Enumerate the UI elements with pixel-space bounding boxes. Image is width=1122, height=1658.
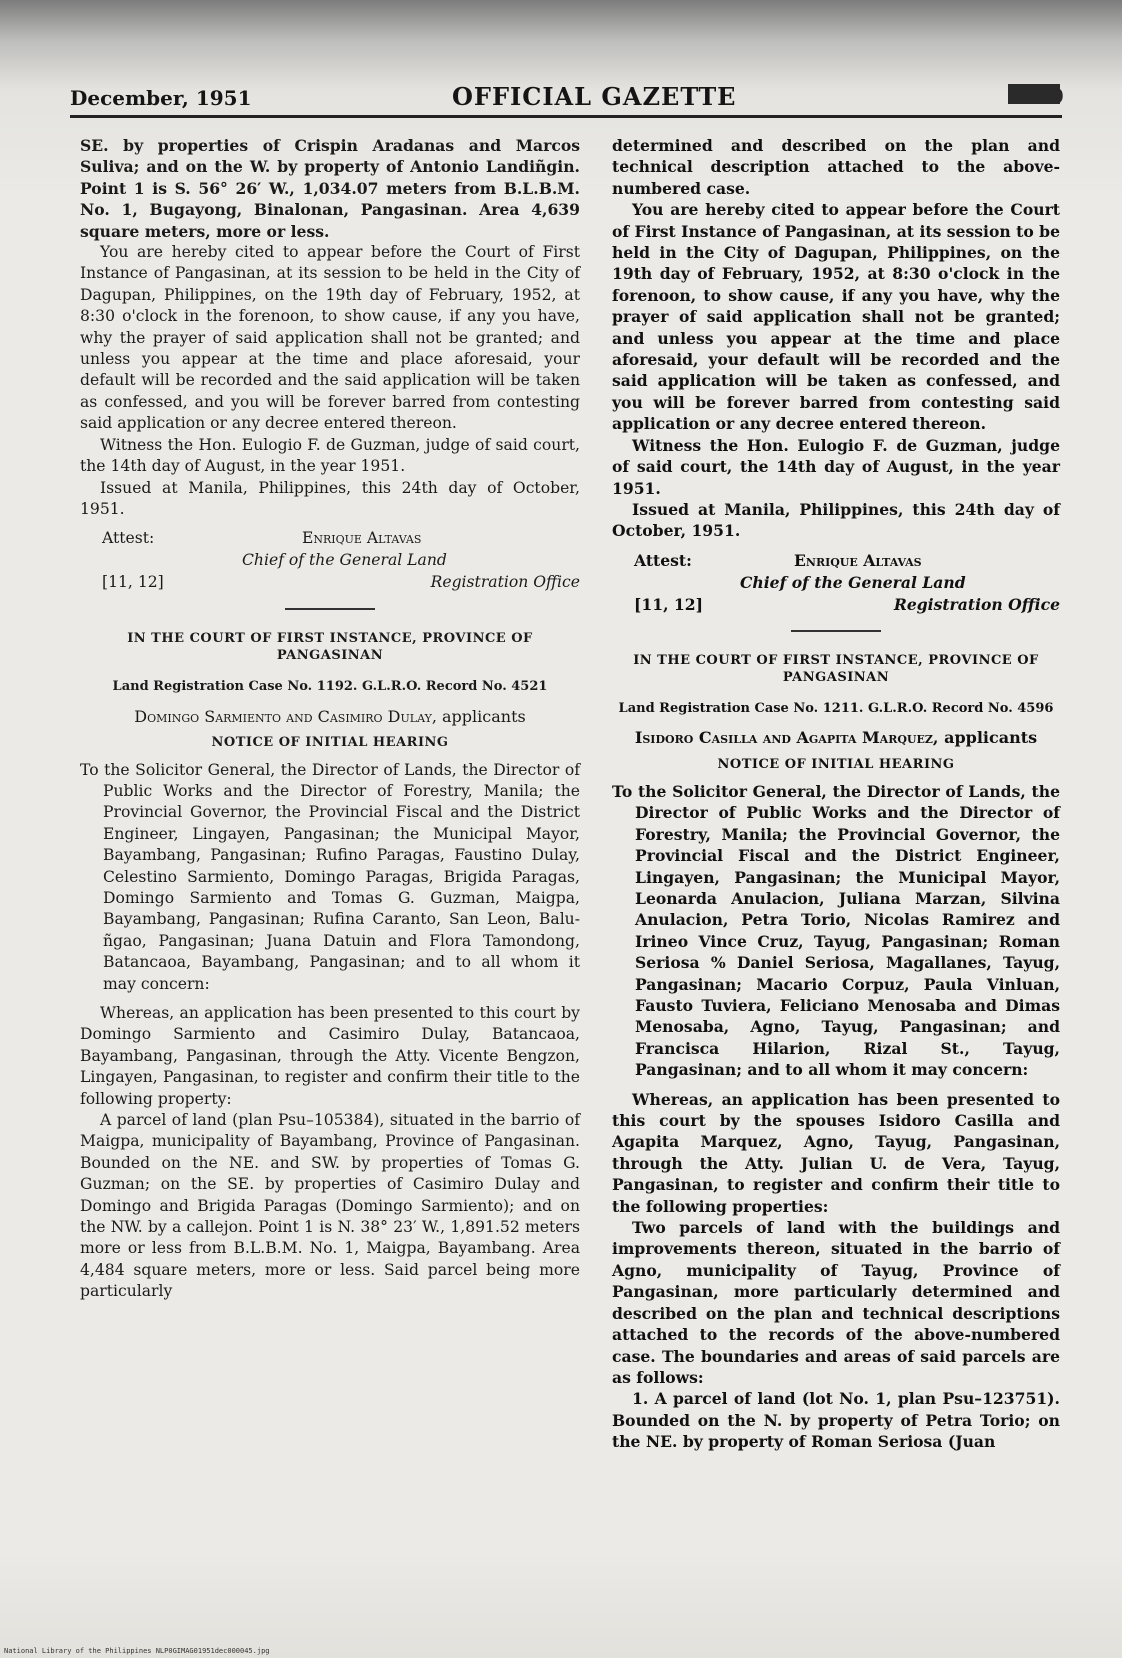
header-rule <box>70 115 1062 118</box>
right-paragraph-1: determined and described on the plan and technical description attached to the above-numbered case. <box>612 136 1060 198</box>
court-heading: IN THE COURT OF FIRST INSTANCE, PROVINCE OF PANGASINAN <box>127 631 533 664</box>
notice-addressees: To the Solicitor General, the Director of Lands, the Director of Public Works and the Director of Forestry, Manila; the Provincial Governor, the Provincial Fiscal and the District Engineer, Lingayen, Pangasinan; the Municipal Mayor, Leonarda Anulacion, Juliana Marzan, Silvina Anulacion, Petra Torio, Nicolas Ramirez and Irineo Vince Cruz, Tayug, Pangasinan; Roman Seriosa % Daniel Seriosa, Magallanes, Tayug, Pangasinan; Macario Corpuz, Paula Vinluan, Fausto Tuviera, Feliciano Menosaba and Dimas Menosaba, Agno, Tayug, Pangasinan; and Francisca Hilarion, Rizal St., Tayug, Pangasinan; and to all whom it may concern: <box>612 781 1060 1080</box>
left-paragraph-1: SE. by properties of Crispin Aradanas and Marcos Suliva; and on the W. by property of Antonio Landiñgin. Point 1 is S. 56° 26′ W., 1,034.07 meters from B.L.B.M. No. 1, Bugayong, Binalonan, Pangasinan. Area 4,639 square meters, more or less. <box>80 136 580 241</box>
left-column <box>80 135 580 1303</box>
header-page-number: 5050 <box>1008 84 1064 108</box>
issue-number: [11, 12] <box>634 594 704 614</box>
right-paragraph-3: Witness the Hon. Eulogio F. de Guzman, judge of said court, the 14th day of August, in the year 1951. <box>612 435 1060 498</box>
right-paragraph-2: You are hereby cited to appear before the Court of First Instance of Pangasinan, at its session to be held in the City of Dagupan, Philippines, on the 19th day of February, 1952, at 8:30 o'clock in the forenoon, to show cause, if any you have, why the prayer of said application shall not be granted; and unless you appear at the time and place aforesaid, your default will be recorded and the said application will be taken as confessed, and you will be forever barred from contesting said application or any decree entered thereon. <box>612 200 1060 434</box>
left-paragraph-2: You are hereby cited to appear before the Court of First Instance of Pangasinan, at its session to be held in the City of Dagupan, Philippines, on the 19th day of February, 1952, at 8:30 o'clock in the forenoon, to show cause, if any you have, why the prayer of said application shall not be granted; and unless you appear at the time and place aforesaid, your default will be recorded and the said application will be taken as confessed, and you will be forever barred from contesting said application or any decree entered thereon. <box>80 243 580 433</box>
applicants-label: applicants <box>944 728 1038 748</box>
applicants-line <box>612 727 1060 748</box>
notice-addressees: To the Solicitor General, the Director of Lands, the Director of Public Works and the Director of Forestry, Manila; the Provincial Governor, the Provincial Fiscal and the District Engineer, Lingayen, Pangasinan; the Municipal Mayor, Bayambang, Pangasinan; Rufino Paragas, Faustino Dulay, Celestino Sarmiento, Domingo Paragas, Brigida Paragas, Domingo Sarmiento and Tomas G. Guzman, Maigpa, Bayambang, Pangasinan; Rufina Caranto, San Leon, Balu-ñgao, Pangasinan; Juana Datuin and Flora Tamondong, Batancaoa, Bayambang, Pangasinan; and to all whom it may concern: <box>80 760 580 993</box>
signatory-name: Enrique Altavas <box>794 550 922 570</box>
signatory-title-line-1: Chief of the General Land <box>740 572 966 592</box>
signatory-title-line-2: Registration Office <box>430 573 580 592</box>
header-title: OFFICIAL GAZETTE <box>452 82 737 111</box>
scan-footer: National Library of the Philippines NLP0GIMAG01951dec000045.jpg <box>4 1647 270 1655</box>
left-paragraph-5: Whereas, an application has been presented to this court by Domingo Sarmiento and Casimiro Dulay, Batancaoa, Bayambang, Pangasinan, through the Atty. Vicente Bengzon, Lingayen, Pangasinan, to register and confirm their title to the following property: <box>80 1004 580 1108</box>
applicants-label: applicants <box>442 706 526 726</box>
notice-heading: NOTICE OF INITIAL HEARING <box>211 735 449 751</box>
right-paragraph-5: Whereas, an application has been presented to this court by the spouses Isidoro Casilla and Agapita Marquez, Agno, Tayug, Pangasinan, through the Atty. Julian U. de Vera, Tayug, Pangasinan, to register and confirm their title to the following properties: <box>612 1089 1060 1216</box>
issue-number: [11, 12] <box>102 573 164 592</box>
right-paragraph-7: 1. A parcel of land (lot No. 1, plan Psu–123751). Bounded on the N. by property of Petra Torio; on the NE. by property of Roman Seriosa (Juan <box>612 1389 1060 1452</box>
left-paragraph-3: Witness the Hon. Eulogio F. de Guzman, judge of said court, the 14th day of August, in the year 1951. <box>80 435 580 476</box>
right-column <box>612 135 1060 1453</box>
header-date: December, 1951 <box>70 86 252 110</box>
right-signature-block <box>612 550 1060 616</box>
left-paragraph-6: A parcel of land (plan Psu–105384), situated in the barrio of Maigpa, municipality of Bayambang, Province of Pangasinan. Bounded on the NE. and SW. by properties of Tomas G. Guzman; on the SE. by properties of Casimiro Dulay and Domingo and Brigida Paragas (Domingo Sarmiento); and on the NW. by a callejon. Point 1 is N. 38° 23′ W., 1,891.52 meters more or less from B.L.B.M. No. 1, Maigpa, Bayambang. Area 4,484 square meters, more or less. Said parcel being more particularly <box>80 1111 580 1301</box>
applicant-names: Isidoro Casilla and Agapita Marquez, <box>634 728 939 748</box>
applicant-names: Domingo Sarmiento and Casimiro Dulay, <box>134 706 437 726</box>
left-signature-block <box>80 528 580 594</box>
attest-label: Attest: <box>102 529 155 548</box>
signatory-title-line-1: Chief of the General Land <box>242 551 447 570</box>
court-heading: IN THE COURT OF FIRST INSTANCE, PROVINCE OF PANGASINAN <box>633 652 1039 685</box>
right-paragraph-4: Issued at Manila, Philippines, this 24th day of October, 1951. <box>612 499 1060 541</box>
section-separator <box>285 608 375 610</box>
notice-heading: NOTICE OF INITIAL HEARING <box>717 756 955 772</box>
section-separator <box>791 630 881 632</box>
left-paragraph-4: Issued at Manila, Philippines, this 24th day of October, 1951. <box>80 478 580 518</box>
case-number: Land Registration Case No. 1192. G.L.R.O. Record No. 4521 <box>112 679 548 695</box>
applicants-line <box>80 706 580 727</box>
right-paragraph-6: Two parcels of land with the buildings and improvements thereon, situated in the barrio of Agno, municipality of Tayug, Province of Pangasinan, more particularly determined and described on the plan and technical descriptions attached to the records of the above-numbered case. The boundaries and areas of said parcels are as follows: <box>612 1218 1060 1387</box>
running-header <box>70 78 1064 114</box>
signatory-title-line-2: Registration Office <box>893 594 1060 614</box>
case-number: Land Registration Case No. 1211. G.L.R.O. Record No. 4596 <box>618 700 1054 716</box>
signatory-name: Enrique Altavas <box>302 529 422 548</box>
attest-label: Attest: <box>634 550 692 570</box>
